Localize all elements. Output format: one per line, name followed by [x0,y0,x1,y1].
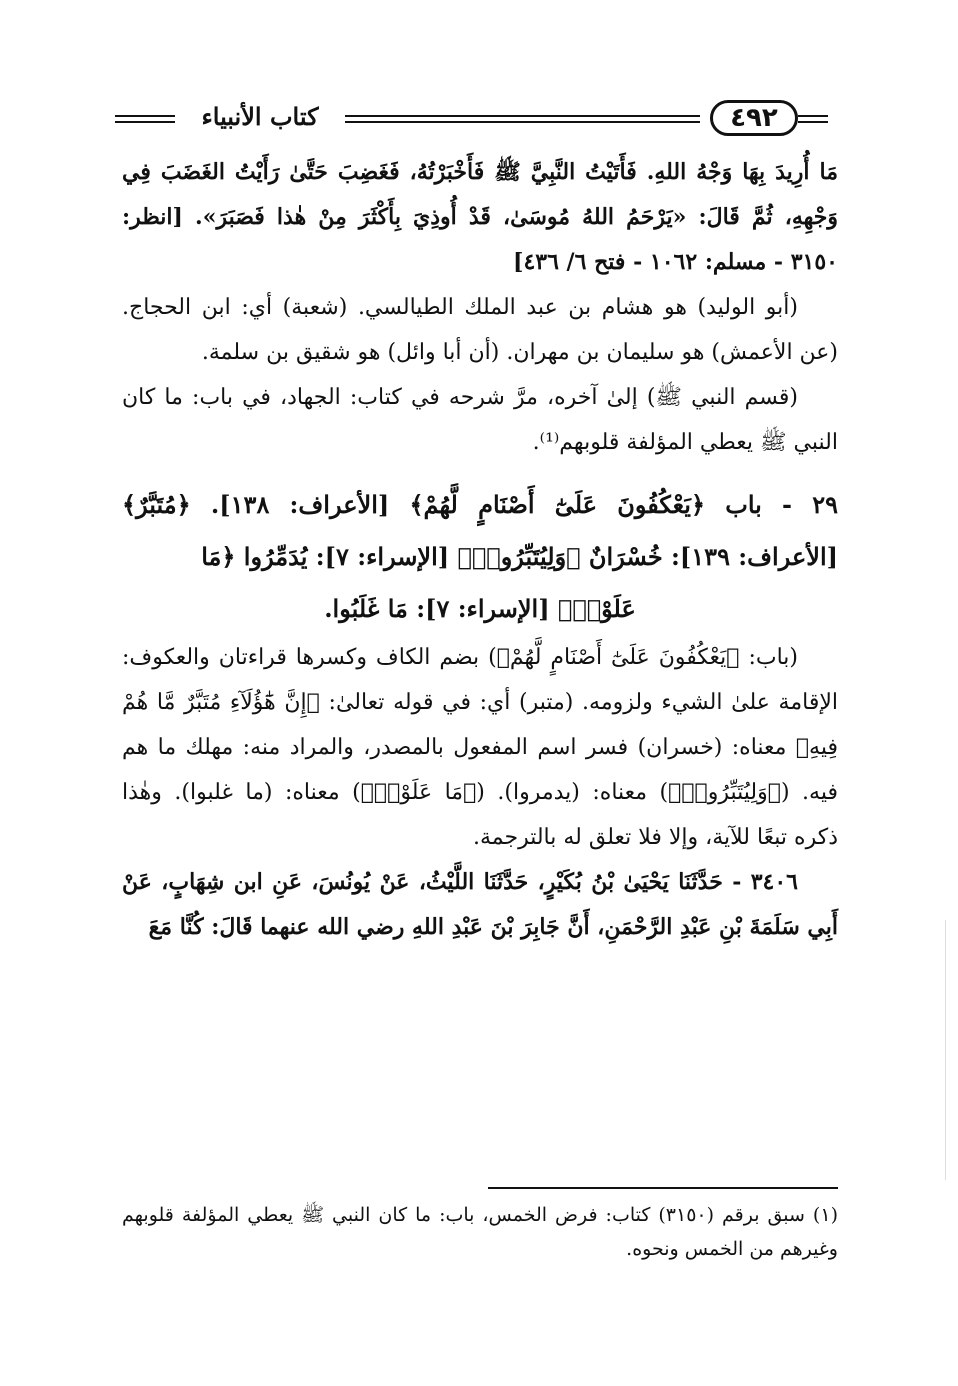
commentary-narrators: (أبو الوليد) هو هشام بن عبد الملك الطيالسي. (شعبة) أي: ابن الحجاج. (عن الأعمش) هو سليمان بن مهران. (أن أبا وائل) هو شقيق بن سلمة. [122,295,838,365]
chapter-heading: ٢٩ - باب ﴿يَعْكُفُونَ عَلَىٰٓ أَصْنَامٍ لَّهُمْ﴾ [الأعراف: ١٣٨]. ﴿مُتَبَّرٌ﴾ [الأعراف: ١٣٩]: خُسْرَانٌ ﴿وَلِيُتَبِّرُوا۟﴾ [الإسراء: ٧]: يُدَمِّرُوا ﴿مَا [122,490,839,571]
footnote: (١) سبق برقم (٣١٥٠) كتاب: فرض الخمس، باب: ما كان النبي ﷺ يعطي المؤلفة قلوبهم وغيرهم من الخمس ونحوه. [122,1204,838,1260]
header-rule-right [798,115,828,123]
commentary-cross-reference: (قسم النبي ﷺ) إلىٰ آخره، مرَّ شرحه في كتاب: الجهاد، في باب: ما كان النبي ﷺ يعطي المؤلفة قلوبهم⁽¹⁾. [122,385,838,455]
hadith-continuation: مَا أُرِيدَ بِهَا وَجْهُ اللهِ. فَأَتَيْتُ النَّبِيَّ ﷺ فَأَخْبَرْتُهُ، فَغَضِبَ حَتَّىٰ رَأَيْتُ الغَضَبَ فِي وَجْهِهِ، ثُمَّ قَالَ: «يَرْحَمُ اللهُ مُوسَىٰ، قَدْ أُوذِيَ بِأَكْثَرَ مِنْ هٰذا فَصَبَرَ». [انظر: ٣١٥٠ - مسلم: ١٠٦٢ - فتح ٦/ ٤٣٦] [122,159,838,275]
running-title: كتاب الأنبياء [201,102,319,131]
header-rule-left [115,115,175,123]
hadith-3406: ٣٤٠٦ - حَدَّثَنَا يَحْيَىٰ بْنُ بُكَيْرٍ، حَدَّثَنَا اللَّيْثُ، عَنْ يُونُسَ، عَنِ ابن شِهَابٍ، عَنْ أَبِي سَلَمَةَ بْنِ عَبْدِ الرَّحْمَنِ، أَنَّ جَابِرَ بْنَ عَبْدِ اللهِ رضي الله عنهما قَالَ: كُنَّا مَعَ [122,869,838,940]
chapter-commentary: (باب: ﴿يَعْكُفُونَ عَلَىٰٓ أَصْنَامٍ لَّهُمْ﴾) بضم الكاف وكسرها قراءتان والعكوف: الإقامة علىٰ الشيء ولزومه. (متبر) أي: في قوله تعالىٰ: ﴿إِنَّ هَٰٓؤُلَآءِ مُتَبَّرٌ مَّا هُمْ فِيهِ﴾ معناه: (خسران) فسر اسم المفعول بالمصدر، والمراد منه: مهلك ما هم فيه. (﴿وَلِيُتَبِّرُوا۟﴾) معناه: (يدمروا). (﴿مَا عَلَوْا۟﴾) معناه: (ما غلبوا). وهٰذا ذكره تبعًا للآية، وإلا فلا تعلق له بالترجمة. [122,645,838,850]
header-rule-middle [345,115,700,123]
page-header [110,98,828,142]
scan-margin-line [945,920,946,1180]
section-gap [122,465,838,479]
main-text [122,150,838,950]
page-number-badge: ٤٩٢ [710,100,798,136]
chapter-heading-end: عَلَوْا۟﴾ [الإسراء: ٧]: مَا غَلَبُوا. [324,594,636,623]
footnote-separator [488,1187,838,1189]
